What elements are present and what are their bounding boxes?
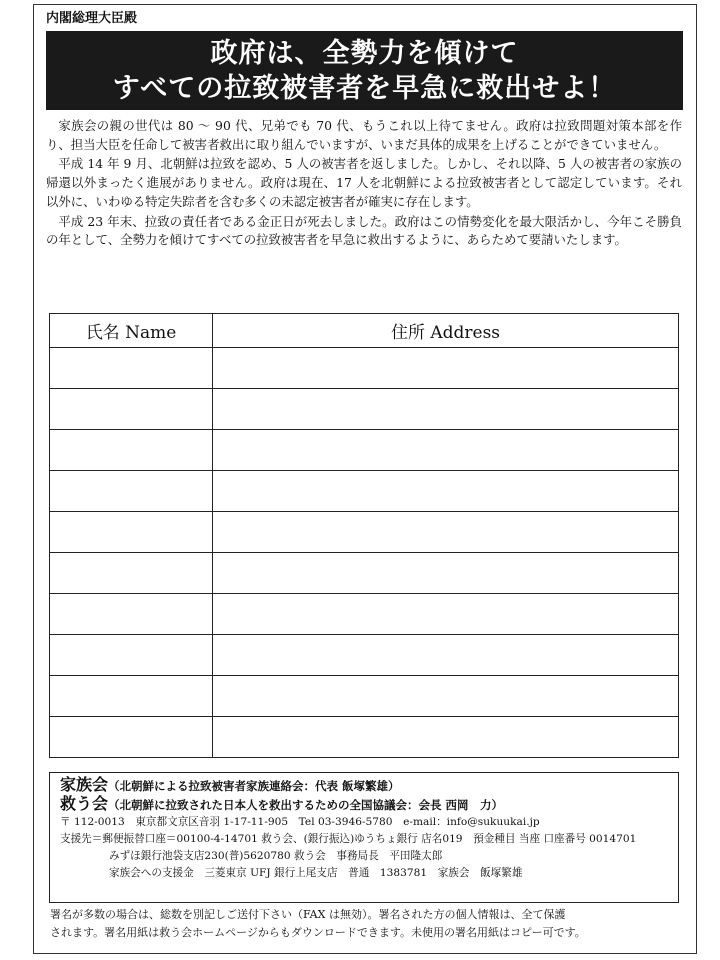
footnote [50, 906, 686, 942]
address-cell[interactable] [213, 471, 679, 512]
addressee: 内閣総理大臣殿 [46, 11, 138, 26]
name-cell[interactable] [50, 717, 213, 758]
name-cell[interactable] [50, 471, 213, 512]
footnote-line-1: 署名が多数の場合は、総数を別記しご送付下さい（FAX は無効）。署名された方の個人情報は、全て保護 [50, 908, 566, 921]
name-cell[interactable] [50, 348, 213, 389]
table-row [50, 430, 679, 471]
kazokukai-line [60, 776, 668, 795]
intro-paragraph-3: 平成 23 年末、拉致の責任者である金正日が死去しました。政府はこの情勢変化を最大限活かし、今年こそ勝負の年として、全勢力を傾けてすべての拉致被害者を早急に救出するように、あらためて要請いたします。 [46, 213, 682, 248]
address-cell[interactable] [213, 594, 679, 635]
table-row [50, 471, 679, 512]
title-line-1: 政府は、全勢力を傾けて [210, 38, 519, 69]
title-banner [46, 31, 683, 110]
name-cell[interactable] [50, 553, 213, 594]
kazokukai-description: （北朝鮮による拉致被害者家族連絡会：代表 飯塚繁雄） [108, 779, 400, 793]
signature-table [49, 313, 679, 758]
sukuukai-line [60, 795, 668, 814]
title-line-2: すべての拉致被害者を早急に救出せよ！ [112, 73, 617, 104]
support-account-line-1: 支援先＝郵便振替口座＝00100-4-14701 救う会、(銀行振込)ゆうちょ銀行 店名019 預金種目 当座 口座番号 0014701 [60, 833, 637, 845]
intro-paragraph-2: 平成 14 年 9 月、北朝鮮は拉致を認め、5 人の被害者を返しました。しかし、それ以降、5 人の被害者の家族の帰還以外まったく進展がありません。政府は現在、17 人を北朝鮮による拉致被害者として認定しています。それ以外に、いわゆる特定失踪者を含む多くの未認定被害者が確実に存在します。 [46, 156, 682, 209]
name-column-header: 氏名 Name [50, 314, 213, 348]
address-cell[interactable] [213, 348, 679, 389]
table-row [50, 717, 679, 758]
address-cell[interactable] [213, 635, 679, 676]
address-cell[interactable] [213, 717, 679, 758]
table-row [50, 676, 679, 717]
footnote-line-2: されます。署名用紙は救う会ホームページからもダウンロードできます。未使用の署名用紙はコピー可です。 [50, 926, 586, 939]
address-cell[interactable] [213, 389, 679, 430]
intro-paragraph-1: 家族会の親の世代は 80 ～ 90 代、兄弟でも 70 代、もうこれ以上待てません。政府は拉致問題対策本部を作り、担当大臣を任命して被害者救出に取り組んでいますが、いまだ具体的成果を上げることができていません。 [46, 118, 682, 152]
signature-table-header [50, 314, 679, 348]
table-row [50, 389, 679, 430]
address-cell[interactable] [213, 430, 679, 471]
contact-address: 〒 112-0013 東京都文京区音羽 1-17-11-905 Tel 03-3946-5780 e-mail：info@sukuukai.jp [60, 816, 540, 828]
name-cell[interactable] [50, 676, 213, 717]
name-cell[interactable] [50, 389, 213, 430]
sukuukai-description: （北朝鮮に拉致された日本人を救出するための全国協議会：会長 西岡 力） [108, 798, 504, 812]
address-cell[interactable] [213, 676, 679, 717]
table-row [50, 512, 679, 553]
intro-text [46, 117, 682, 251]
sukuukai-name: 救う会 [60, 794, 109, 813]
address-cell[interactable] [213, 512, 679, 553]
support-account-line-3: 家族会への支援金 三菱東京 UFJ 銀行上尾支店 普通 1383781 家族会 飯塚繁雄 [109, 867, 523, 879]
support-account-line-2: みずほ銀行池袋支店230(普)5620780 救う会 事務局長 平田隆太郎 [109, 850, 443, 862]
organization-info-box [49, 772, 679, 903]
kazokukai-name: 家族会 [60, 775, 109, 794]
name-cell[interactable] [50, 430, 213, 471]
table-row [50, 348, 679, 389]
name-cell[interactable] [50, 635, 213, 676]
address-cell[interactable] [213, 553, 679, 594]
name-cell[interactable] [50, 512, 213, 553]
address-column-header: 住所 Address [213, 314, 679, 348]
name-cell[interactable] [50, 594, 213, 635]
table-row [50, 594, 679, 635]
table-row [50, 553, 679, 594]
table-row [50, 635, 679, 676]
